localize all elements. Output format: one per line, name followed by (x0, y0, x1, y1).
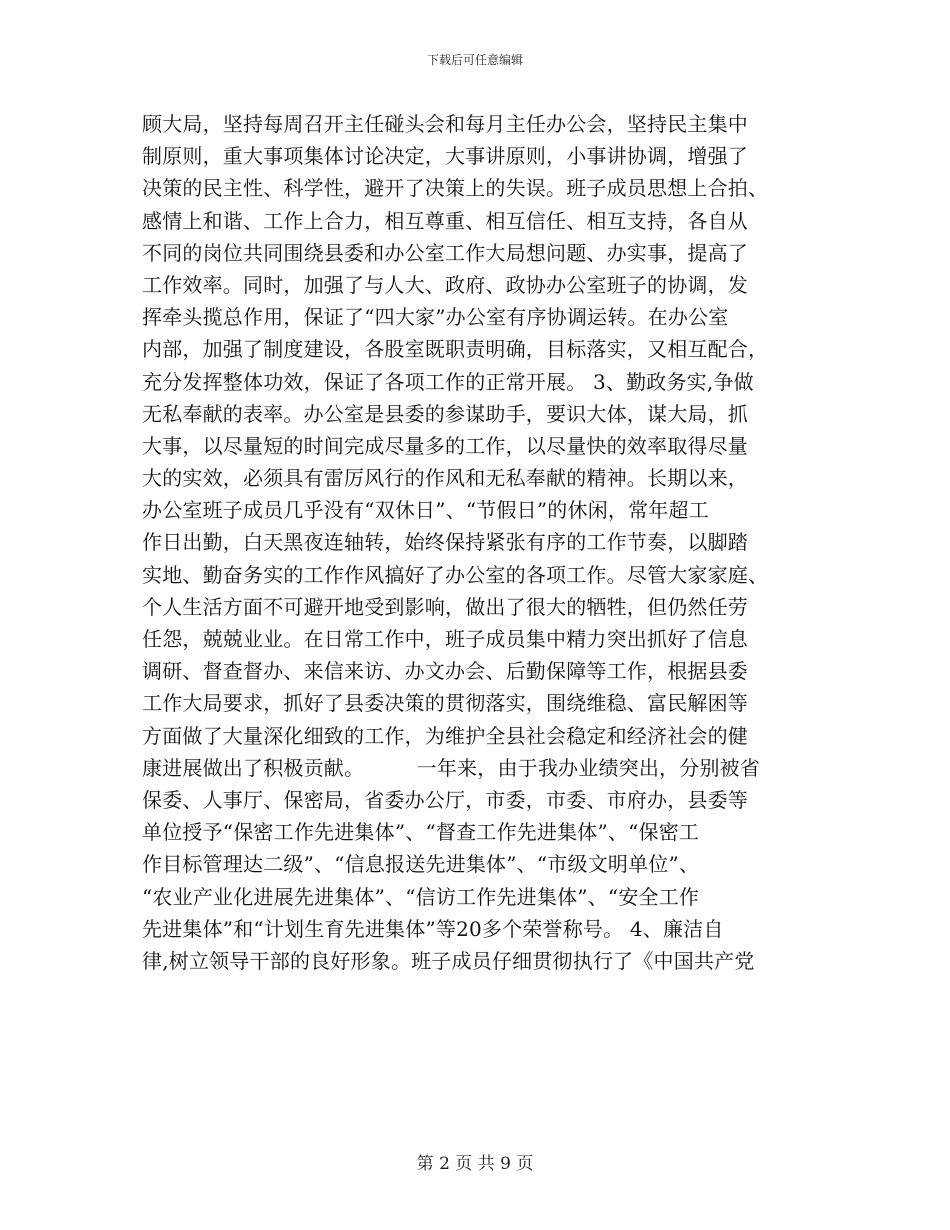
body-line: 律,树立领导干部的良好形象。班子成员仔细贯彻执行了《中国共产党 (142, 948, 755, 973)
body-line: 顾大局，坚持每周召开主任碰头会和每月主任办公会，坚持民主集中 (142, 112, 748, 136)
page-header: 下载后可任意编辑 (426, 53, 523, 67)
body-line: 作目标管理达二级”、“信息报送先进集体”、“市级文明单位”、 (142, 852, 700, 877)
page-footer: 第 2 页 共 9 页 (416, 1154, 534, 1174)
body-line: 内部，加强了制度建设，各股室既职责明确，目标落实，又相互配合， (142, 337, 769, 362)
body-line: 个人生活方面不可避开地受到影响，做出了很大的牺牲，但仍然任劳 (142, 594, 748, 619)
body-line: 感情上和谐、工作上合力，相互尊重、相互信任、相互支持，各自从 (142, 208, 748, 233)
body-line: 康进展做出了积极贡献。 一年来，由于我办业绩突出，分别被省 (142, 755, 761, 780)
body-line: 决策的民主性、科学性，避开了决策上的失误。班子成员思想上合拍、 (142, 176, 769, 201)
body-line: 制原则，重大事项集体讨论决定，大事讲原则，小事讲协调，增强了 (142, 144, 748, 169)
body-line: 大事，以尽量短的时间完成尽量多的工作，以尽量快的效率取得尽量 (142, 433, 748, 458)
body-line: 无私奉献的表率。办公室是县委的参谋助手，要识大体，谋大局，抓 (142, 401, 748, 426)
body-line: 保委、人事厅、保密局，省委办公厅，市委，市委、市府办，县委等 (142, 787, 748, 812)
body-line: 单位授予“保密工作先进集体”、“督查工作先进集体”、“保密工 (142, 820, 700, 845)
body-line: 作日出勤，白天黑夜连轴转，始终保持紧张有序的工作节奏，以脚踏 (142, 530, 748, 555)
body-line: “农业产业化进展先进集体”、“信访工作先进集体”、“安全工作 (142, 884, 700, 909)
body-line: 办公室班子成员几乎没有“双休日”、“节假日”的休闲，常年超工 (142, 498, 709, 523)
body-line: 调研、督查督办、来信来访、办文办会、后勤保障等工作，根据县委 (142, 659, 748, 684)
body-line: 充分发挥整体功效，保证了各项工作的正常开展。 3、勤政务实,争做 (142, 369, 754, 394)
document-body (142, 108, 832, 977)
body-line: 任怨，兢兢业业。在日常工作中，班子成员集中精力突出抓好了信息 (142, 627, 748, 651)
body-line: 挥牵头揽总作用，保证了“四大家”办公室有序协调运转。在办公室 (142, 305, 729, 330)
body-line: 工作效率。同时，加强了与人大、政府、政协办公室班子的协调，发 (142, 272, 748, 297)
body-line: 工作大局要求，抓好了县委决策的贯彻落实，围绕维稳、富民解困等 (142, 691, 748, 716)
body-line: 方面做了大量深化细致的工作，为维护全县社会稳定和经济社会的健 (142, 723, 748, 748)
body-line: 实地、勤奋务实的工作作风搞好了办公室的各项工作。尽管大家家庭、 (142, 562, 769, 587)
body-line: 先进集体”和“计划生育先进集体”等20多个荣誉称号。 4、廉洁自 (142, 916, 724, 941)
body-line: 大的实效，必须具有雷厉风行的作风和无私奉献的精神。长期以来， (142, 466, 748, 491)
body-line: 不同的岗位共同围绕县委和办公室工作大局想问题、办实事，提高了 (142, 240, 748, 265)
